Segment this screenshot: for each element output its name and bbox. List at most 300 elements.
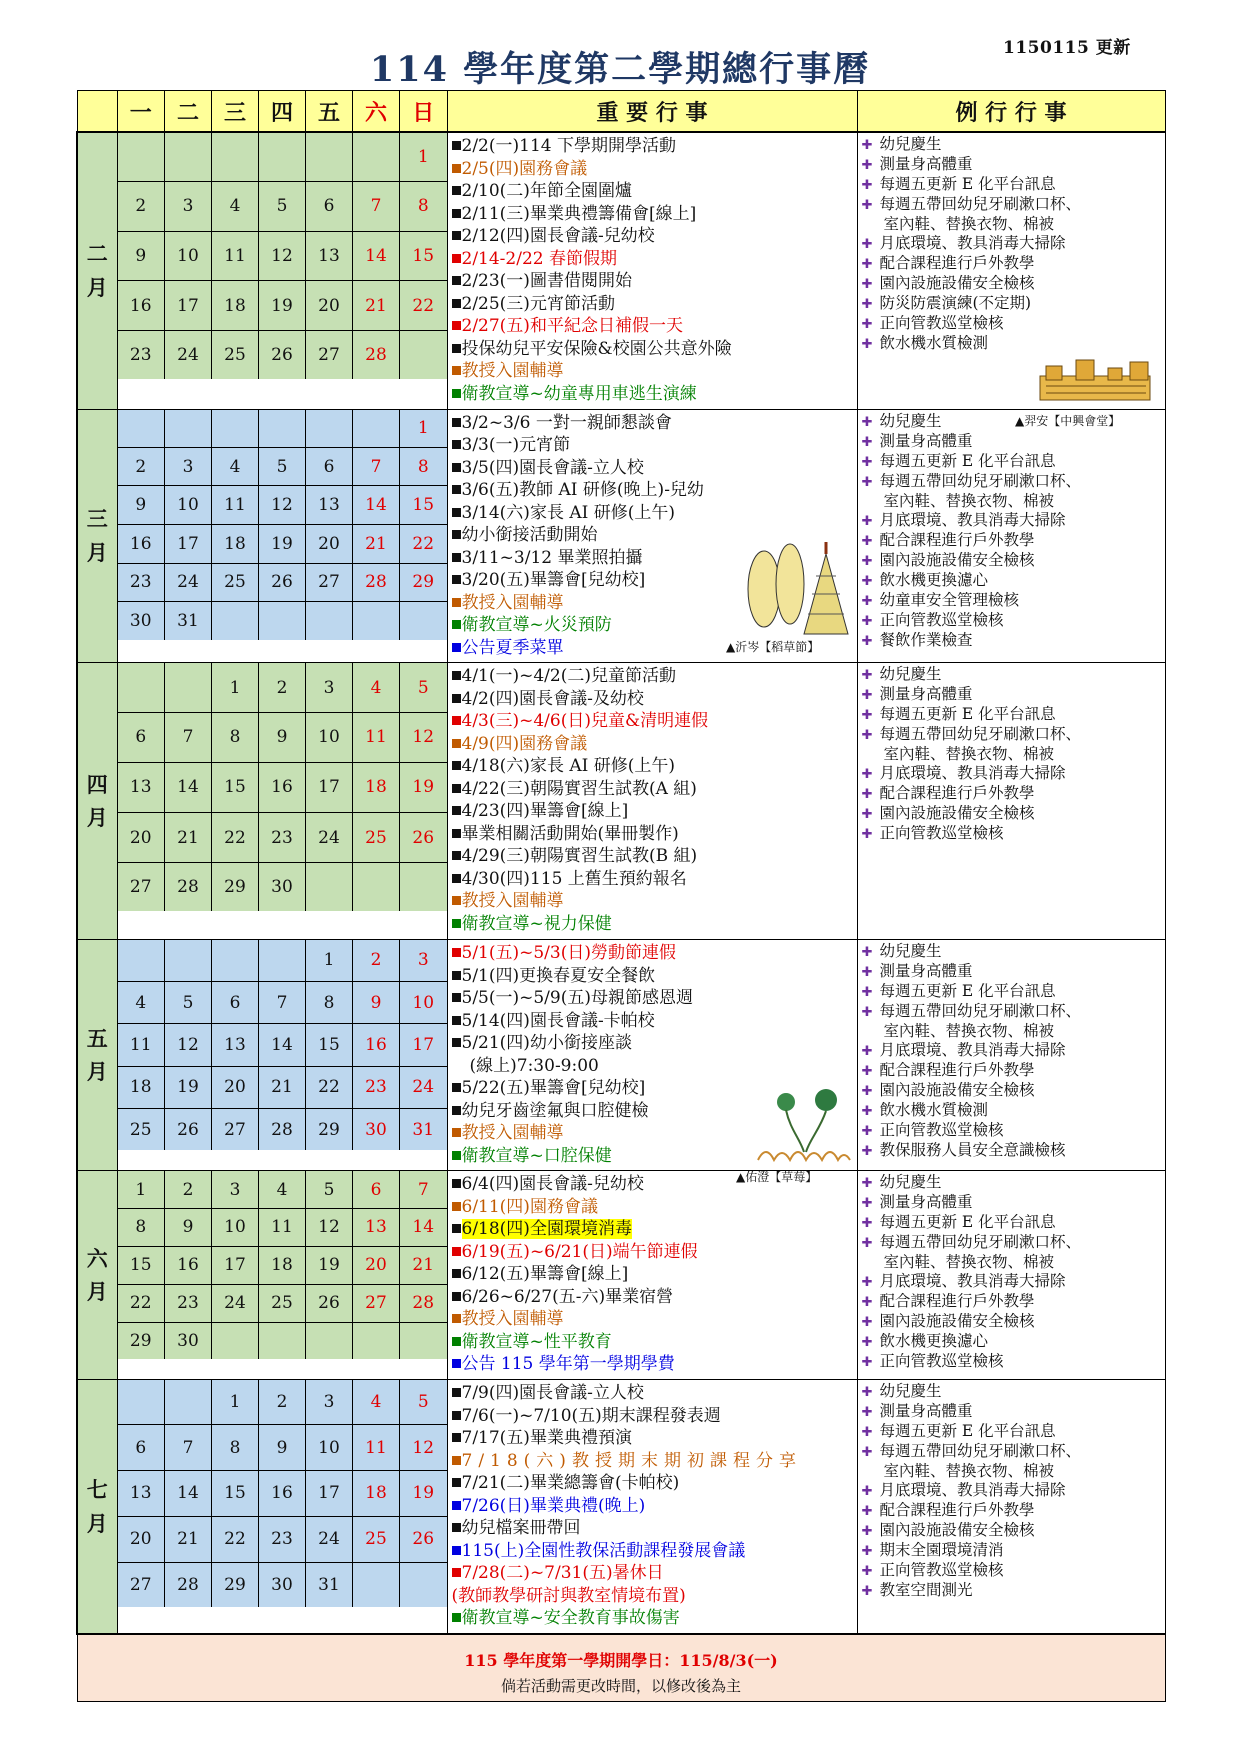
routine-text: 測量身高體重 [879,155,973,173]
day-cell: 7 [400,1171,447,1208]
event-text: 4/2(四)園長會議-及幼校 [461,688,644,709]
event-item [452,1540,853,1563]
day-cell: 29 [306,1109,353,1150]
routine-item [862,1081,1161,1101]
month-label-char: 七 [86,1476,108,1502]
routine-text: 測量身高體重 [879,1402,973,1421]
routine-item [862,1501,1161,1521]
event-text: 2/12(四)園長會議-兒幼校 [461,226,655,246]
day-cell: 7 [259,981,306,1023]
event-text: 衛教宣導~幼童專用車逃生演練 [461,383,697,404]
day-cell [118,663,165,712]
bullet-square-icon [452,209,461,218]
event-item [452,733,853,756]
day-cell: 4 [353,663,400,712]
day-cell [400,602,447,640]
event-text: 教授入園輔導 [461,361,564,381]
event-item [452,778,853,801]
arrow-bullet-icon: ✚ [861,1196,873,1212]
arrow-bullet-icon: ✚ [861,297,873,312]
routine-text: 月底環境、教具消毒大掃除 [879,510,1066,529]
event-text: 5/5(一)~5/9(五)母親節感恩週 [461,988,693,1009]
routine-text: 幼兒慶生 [879,411,942,430]
day-cell: 1 [400,133,447,181]
weekday-header: 日 [400,91,447,131]
bullet-square-icon [452,1523,461,1532]
routine-item [862,511,1161,531]
bullet-square-icon [452,1128,461,1137]
arrow-bullet-icon: ✚ [861,237,873,252]
routine-text: 每週五帶回幼兒牙刷漱口杯、 [879,725,1082,744]
routine-item [862,1422,1161,1442]
event-text: 3/11~3/12 畢業照拍攝 [461,547,643,568]
day-cell: 24 [212,1284,259,1322]
day-cell: 16 [118,281,165,331]
bullet-square-icon [452,418,461,427]
event-text: 3/3(一)元宵節 [461,435,571,456]
day-cell: 23 [118,563,165,602]
day-cell: 22 [212,812,259,862]
arrow-bullet-icon: ✚ [861,633,873,649]
day-cell: 21 [400,1246,447,1284]
day-cell [212,133,259,181]
day-cell: 2 [259,663,306,712]
events-list [447,132,857,409]
day-cell: 12 [306,1208,353,1246]
month-label-char: 三 [86,506,108,532]
event-item [452,1405,853,1428]
event-item [452,1607,853,1630]
day-cell [259,410,306,448]
event-item [452,1331,853,1354]
event-text: 畢業相關活動開始(畢冊製作) [461,823,679,844]
arrow-bullet-icon: ✚ [861,1295,873,1311]
bullet-square-icon [452,1179,461,1188]
change-notice: 倘若活動需更改時間，以修改後為主 [500,1677,741,1695]
routine-text: 園內設施設備安全檢核 [879,1521,1035,1540]
routine-text: 月底環境、教具消毒大掃除 [879,1481,1066,1500]
arrow-bullet-icon: ✚ [861,1445,873,1461]
day-cell: 24 [165,331,212,380]
day-cell: 4 [118,981,165,1023]
day-cell: 9 [259,1425,306,1471]
bullet-square-icon [452,671,461,680]
bullet-square-icon [452,1292,461,1301]
event-item [452,890,853,913]
day-cell: 9 [259,712,306,762]
event-text: 6/19(五)~6/21(日)端午節連假 [461,1241,698,1262]
arrow-bullet-icon: ✚ [861,1084,873,1100]
routine-item [862,234,1161,254]
bullet-square-icon [452,141,461,150]
arrow-bullet-icon: ✚ [861,1564,873,1580]
event-text: 教授入園輔導 [461,891,564,912]
bullet-square-icon [452,1337,461,1346]
day-cell: 6 [353,1171,400,1208]
bullet-square-icon [452,919,461,928]
routine-text: 測量身高體重 [879,1193,973,1212]
month-row [77,663,1165,940]
routine-item [862,334,1161,354]
routine-text: 每週五帶回幼兒牙刷漱口杯、 [879,1233,1082,1252]
bullet-square-icon [452,1202,461,1211]
day-cell: 15 [306,1024,353,1066]
routine-text: 每週五帶回幼兒牙刷漱口杯、 [879,1002,1082,1021]
routine-item [862,195,1161,215]
day-cell: 3 [306,1380,353,1425]
event-text: 7/18(六)教授期末期初課程分享 [461,1450,802,1471]
event-text: 2/14-2/22 春節假期 [461,248,617,269]
day-cell: 18 [353,1471,400,1517]
routine-text: 飲水機水質檢測 [879,1101,989,1120]
routine-item [862,1041,1161,1061]
day-cell: 17 [306,762,353,812]
day-cell: 11 [118,1024,165,1066]
day-cell: 9 [165,1208,212,1246]
event-item [452,965,853,988]
arrow-bullet-icon: ✚ [861,1005,873,1021]
update-note: 1150115 更新 [1003,38,1131,58]
day-cell: 12 [400,712,447,762]
routine-text: 配合課程進行戶外教學 [879,530,1035,549]
event-text: 5/1(四)更換春夏安全餐飲 [461,965,656,986]
arrow-bullet-icon: ✚ [861,553,873,569]
day-cell: 5 [400,1380,447,1425]
day-cell: 20 [306,525,353,564]
day-cell: 26 [400,1516,447,1562]
event-item [452,315,853,338]
arrow-bullet-icon: ✚ [861,1504,873,1520]
bullet-square-icon [452,463,461,472]
arrow-bullet-icon: ✚ [861,1176,873,1192]
routine-item [862,942,1161,962]
event-item [452,1286,853,1309]
day-cell: 22 [306,1066,353,1108]
day-cell: 31 [306,1562,353,1607]
routine-item [862,1561,1161,1581]
routine-text: 室內鞋、替換衣物、棉被 [883,1253,1055,1272]
event-text: 3/20(五)畢籌會[兒幼校] [461,570,646,591]
bullet-square-icon [452,366,461,375]
bullet-square-icon [452,254,461,263]
photo-caption-june: ▲佑澄【草莓】 [736,1170,818,1184]
routine-text: 園內設施設備安全檢核 [879,804,1035,823]
routine-list [857,409,1165,663]
month-label-char: 月 [86,805,108,831]
day-cell: 4 [259,1171,306,1208]
routine-item [862,1332,1161,1352]
day-cell: 21 [165,812,212,862]
day-cell: 14 [259,1024,306,1066]
month-day-grid [117,1380,447,1634]
bullet-square-icon [452,1247,461,1256]
day-cell [212,940,259,981]
event-text: 公告 115 學年第一學期學費 [461,1354,675,1375]
arrow-bullet-icon: ✚ [861,178,873,193]
routine-item [862,274,1161,294]
event-item [452,1263,853,1286]
routine-text: 園內設施設備安全檢核 [879,274,1035,292]
day-cell: 14 [353,486,400,525]
day-cell: 23 [353,1066,400,1108]
event-item [452,225,853,248]
day-cell: 24 [400,1066,447,1108]
day-cell: 2 [353,940,400,981]
routine-item [862,1061,1161,1081]
day-cell: 13 [118,762,165,812]
event-item [452,755,853,778]
event-item [452,1562,853,1585]
event-item [452,270,853,293]
routine-item [862,1581,1161,1601]
day-cell: 27 [306,331,353,380]
event-text: 3/5(四)園長會議-立人校 [461,457,644,478]
day-cell: 21 [259,1066,306,1108]
day-cell: 6 [306,181,353,231]
routine-item [862,784,1161,804]
event-item [452,502,853,525]
day-cell: 8 [118,1208,165,1246]
routine-text: 每週五更新 E 化平台訊息 [879,175,1056,193]
day-cell: 16 [353,1024,400,1066]
day-cell: 4 [353,1380,400,1425]
routine-text: 園內設施設備安全檢核 [879,1081,1035,1100]
bullet-square-icon [452,1106,461,1115]
day-cell: 18 [212,281,259,331]
arrow-bullet-icon: ✚ [861,1405,873,1421]
event-item [452,1450,853,1473]
arrow-bullet-icon: ✚ [861,573,873,589]
day-cell [400,1562,447,1607]
routine-text: 測量身高體重 [879,962,973,981]
event-text: 2/2(一)114 下學期開學活動 [461,136,676,156]
day-cell: 12 [400,1425,447,1471]
bullet-square-icon [452,186,461,195]
routine-item-continuation [862,1462,1161,1481]
event-text: 2/11(三)畢業典禮籌備會[線上] [461,203,697,224]
routine-text: 幼兒慶生 [879,1173,942,1192]
event-text: 6/4(四)園長會議-兒幼校 [461,1174,644,1195]
arrow-bullet-icon: ✚ [861,1104,873,1120]
event-text: 2/27(五)和平紀念日補假一天 [461,316,683,336]
arrow-bullet-icon: ✚ [861,1355,873,1371]
routine-item [862,531,1161,551]
routine-text: 每週五更新 E 化平台訊息 [879,1422,1056,1441]
routine-text: 正向管教巡堂檢核 [879,1352,1004,1371]
day-cell: 29 [400,563,447,602]
routine-item [862,1312,1161,1332]
routine-item [862,452,1161,472]
day-cell: 1 [212,663,259,712]
weekday-header: 六 [353,91,400,131]
day-cell: 9 [353,981,400,1023]
routine-item-continuation [862,745,1161,764]
day-cell: 4 [212,447,259,486]
day-cell: 3 [306,663,353,712]
routine-item [862,591,1161,611]
day-cell: 27 [212,1109,259,1150]
day-cell [306,602,353,640]
day-cell [212,602,259,640]
photo-caption-march-routine: ▲羿安【中興會堂】 [1015,414,1121,428]
event-item [452,688,853,711]
day-cell: 10 [400,981,447,1023]
photo-caption-march-events: ▲沂岑【稻草節】 [726,640,820,654]
bullet-square-icon [452,896,461,905]
day-cell [212,410,259,448]
routine-item [862,314,1161,334]
routine-list [857,1171,1165,1380]
event-item [452,1032,853,1055]
event-text: 2/23(一)圖書借閱開始 [461,271,632,291]
day-cell [353,602,400,640]
bullet-square-icon [452,694,461,703]
day-cell: 25 [118,1109,165,1150]
routine-item [862,725,1161,745]
month-row [77,409,1165,663]
arrow-bullet-icon: ✚ [861,767,873,783]
event-text: 6/26~6/27(五-六)畢業宿營 [461,1286,674,1307]
day-cell: 20 [306,281,353,331]
routine-text: 配合課程進行戶外教學 [879,1061,1035,1080]
day-cell: 20 [212,1066,259,1108]
bullet-square-icon [452,1456,461,1465]
event-text: 6/18(四)全園環境消毒 [461,1219,632,1240]
event-text: 衛教宣導~口腔保健 [461,1145,612,1166]
event-text: 4/30(四)115 上舊生預約報名 [461,868,687,889]
bullet-square-icon [452,321,461,330]
day-cell [259,940,306,981]
routine-text: 室內鞋、替換衣物、棉被 [883,1022,1055,1041]
day-cell: 11 [353,1425,400,1471]
day-cell [165,133,212,181]
header-events: 重 要 行 事 [447,91,857,133]
routine-text: 每週五更新 E 化平台訊息 [879,451,1056,470]
routine-text: 期末全園環境清消 [879,1541,1004,1560]
day-cell: 19 [400,1471,447,1517]
day-cell [353,1322,400,1359]
weekday-header: 五 [306,91,353,131]
routine-text: 配合課程進行戶外教學 [879,1292,1035,1311]
routine-text: 園內設施設備安全檢核 [879,550,1035,569]
day-cell: 16 [165,1246,212,1284]
month-label [77,1171,117,1380]
event-item [452,800,853,823]
bullet-square-icon [452,784,461,793]
day-cell: 11 [353,712,400,762]
routine-text: 教保服務人員安全意識檢核 [879,1141,1066,1160]
day-cell: 27 [306,563,353,602]
day-cell: 16 [259,1471,306,1517]
day-cell: 8 [212,1425,259,1471]
arrow-bullet-icon: ✚ [861,158,873,173]
day-cell: 30 [165,1322,212,1359]
routine-item [862,824,1161,844]
bullet-square-icon [452,1433,461,1442]
day-cell: 20 [353,1246,400,1284]
day-cell: 31 [165,602,212,640]
event-text: 幼小銜接活動開始 [461,525,598,546]
event-item [452,1585,853,1608]
arrow-bullet-icon: ✚ [861,613,873,629]
day-cell: 6 [306,447,353,486]
day-cell: 26 [165,1109,212,1150]
routine-text: 配合課程進行戶外教學 [879,1501,1035,1520]
day-cell: 25 [353,1516,400,1562]
day-cell [306,863,353,912]
day-cell: 3 [165,181,212,231]
event-text: 7/17(五)畢業典禮預演 [461,1428,632,1449]
event-item [452,942,853,965]
day-cell [353,863,400,912]
day-cell [306,1322,353,1359]
day-cell: 6 [118,1425,165,1471]
event-text: 7/28(二)~7/31(五)暑休日 [461,1563,664,1584]
routine-item [862,1002,1161,1022]
day-cell: 17 [212,1246,259,1284]
header-corner [77,91,117,133]
arrow-bullet-icon: ✚ [861,945,873,961]
day-cell: 25 [212,331,259,380]
day-cell: 28 [259,1109,306,1150]
footer [77,1634,1165,1702]
bullet-square-icon [452,1269,461,1278]
arrow-bullet-icon: ✚ [861,708,873,724]
day-cell: 10 [306,712,353,762]
routine-text: 幼兒慶生 [879,135,942,153]
arrow-bullet-icon: ✚ [861,454,873,470]
event-text: 投保幼兒平安保險&校園公共意外險 [461,338,732,359]
arrow-bullet-icon: ✚ [861,1216,873,1232]
routine-item [862,1101,1161,1121]
event-text: 6/12(五)畢籌會[線上] [461,1264,629,1285]
routine-item-continuation [862,1253,1161,1272]
day-cell: 10 [165,231,212,281]
bullet-square-icon [452,851,461,860]
arrow-bullet-icon: ✚ [861,1544,873,1560]
day-cell: 24 [165,563,212,602]
day-cell: 20 [118,812,165,862]
arrow-bullet-icon: ✚ [861,593,873,609]
month-label-char: 月 [86,540,108,566]
event-item [452,845,853,868]
event-item [452,710,853,733]
bullet-square-icon [452,276,461,285]
day-cell: 20 [118,1516,165,1562]
event-text: 4/3(三)~4/6(日)兒童&清明連假 [461,711,709,732]
day-cell: 9 [118,486,165,525]
day-cell: 28 [353,563,400,602]
routine-text: 每週五帶回幼兒牙刷漱口杯、 [879,471,1082,490]
day-cell [400,863,447,912]
arrow-bullet-icon: ✚ [861,1275,873,1291]
bullet-square-icon [452,993,461,1002]
day-cell: 28 [400,1284,447,1322]
event-item [452,203,853,226]
day-cell: 26 [400,812,447,862]
event-item [452,180,853,203]
day-cell: 12 [259,486,306,525]
day-cell: 15 [212,1471,259,1517]
month-row [77,940,1165,1171]
event-item [452,1241,853,1264]
arrow-bullet-icon: ✚ [861,1315,873,1331]
routine-text: 月底環境、教具消毒大掃除 [879,1041,1066,1060]
arrow-bullet-icon: ✚ [861,668,873,684]
bullet-square-icon [452,1016,461,1025]
arrow-bullet-icon: ✚ [861,1236,873,1252]
routine-text: 測量身高體重 [879,685,973,704]
